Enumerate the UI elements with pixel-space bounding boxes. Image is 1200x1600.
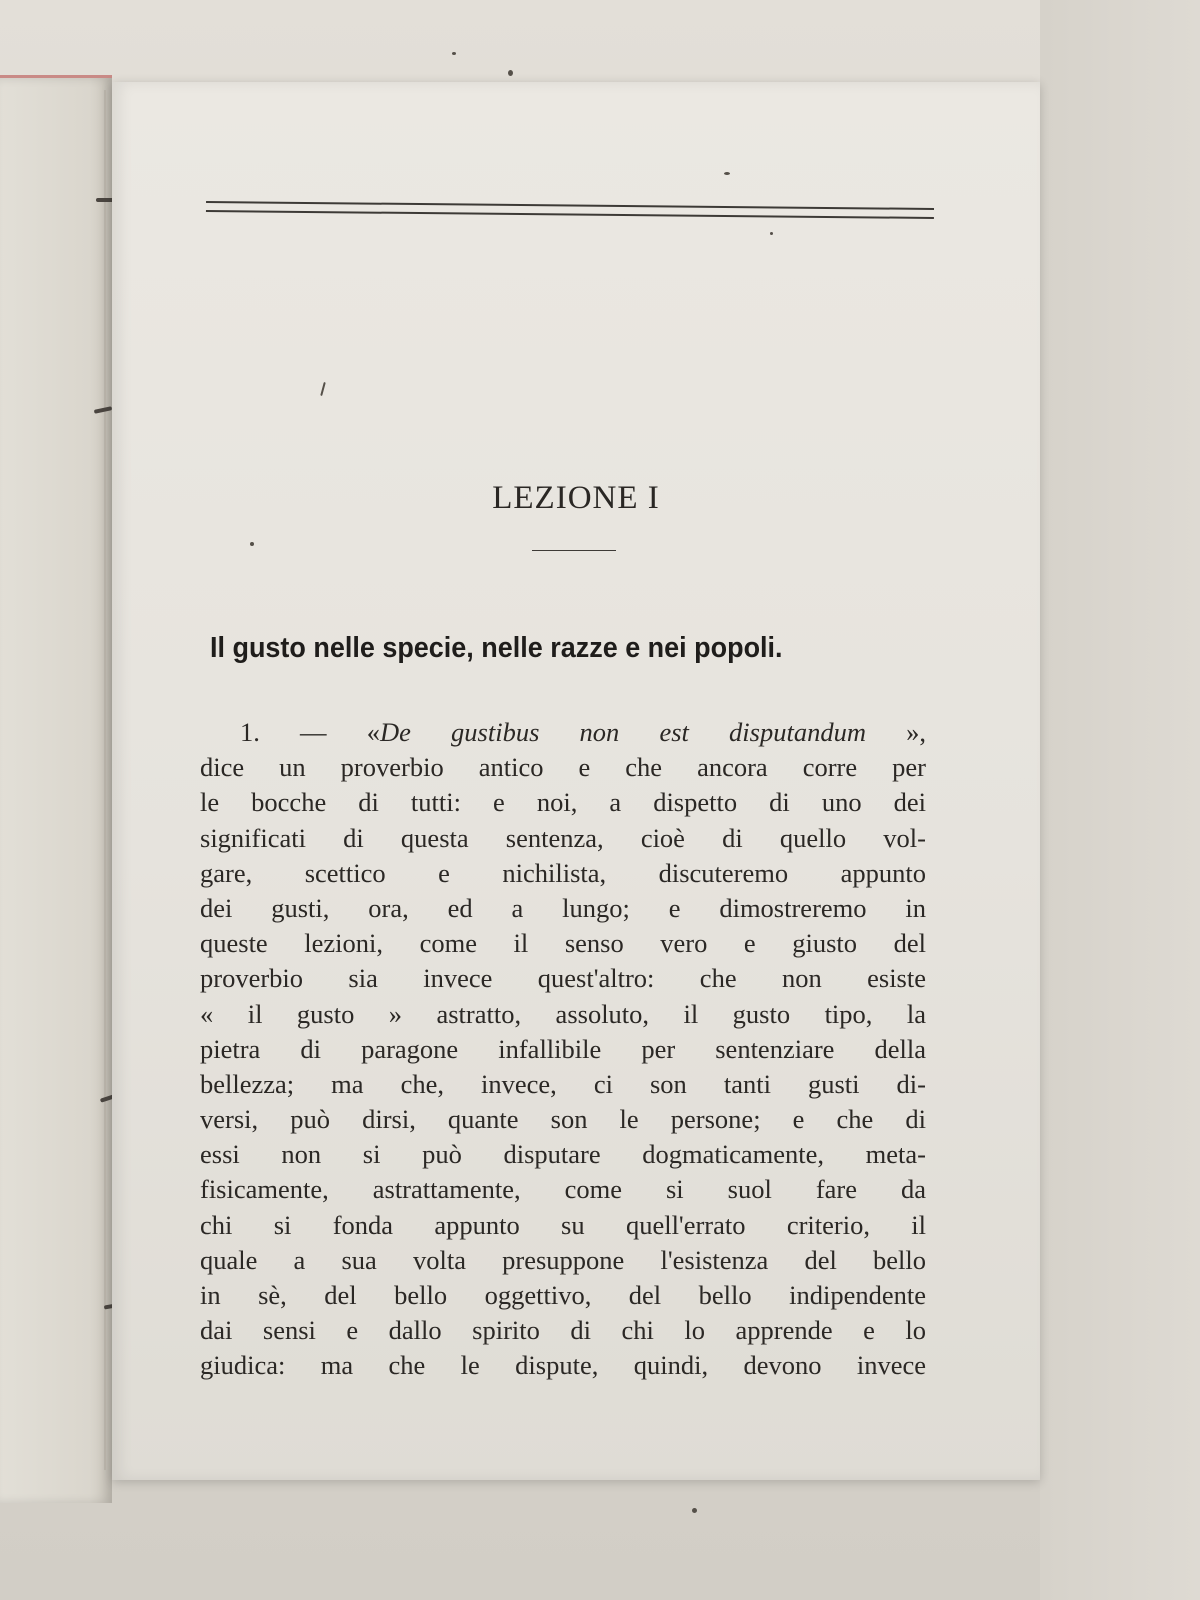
paragraph-line: queste lezioni, come il senso vero e giusto del — [200, 928, 926, 959]
surface-speck — [692, 1508, 697, 1513]
binding-thread — [104, 90, 106, 1470]
paragraph-line: fisicamente, astrattamente, come si suol fare da — [200, 1174, 926, 1205]
paper-speck — [320, 382, 326, 396]
header-double-rule — [206, 201, 934, 219]
quote-open: « — [366, 717, 380, 747]
paragraph-line: essi non si può disputare dogmaticamente, meta- — [200, 1139, 926, 1170]
table-surface-right — [1040, 0, 1200, 1600]
paragraph-line: giudica: ma che le dispute, quindi, devono invece — [200, 1350, 926, 1381]
quote-close: », — [906, 717, 927, 747]
title-divider — [532, 550, 616, 551]
paragraph-line: quale a sua volta presuppone l'esistenza del bello — [200, 1244, 926, 1275]
paragraph-line: versi, può dirsi, quante son le persone; e che di — [200, 1104, 926, 1135]
paragraph-line: bellezza; ma che, invece, ci son tanti gusti di- — [200, 1068, 926, 1099]
paragraph-line: chi si fonda appunto su quell'errato criterio, il — [200, 1209, 926, 1240]
book-page — [112, 82, 1040, 1480]
paragraph-number: 1. — — [240, 717, 327, 747]
surface-speck — [508, 70, 513, 76]
paragraph-line: le bocche di tutti: e noi, a dispetto di uno dei — [200, 787, 926, 818]
lesson-title: LEZIONE I — [492, 480, 660, 516]
paragraph-line: dai sensi e dallo spirito di chi lo apprende e lo — [200, 1315, 926, 1346]
paragraph-line: significati di questa sentenza, cioè di quello vol- — [200, 822, 926, 853]
surface-speck — [452, 52, 456, 55]
paragraph — [200, 715, 926, 1384]
facing-page-edge — [0, 75, 112, 1503]
paragraph-line — [200, 715, 926, 750]
paper-speck — [770, 232, 773, 235]
paper-speck — [250, 542, 254, 546]
chapter-title: Il gusto nelle specie, nelle razze e nei popoli. — [210, 632, 783, 664]
paragraph-line: proverbio sia invece quest'altro: che non esiste — [200, 963, 926, 994]
paragraph-line: « il gusto » astratto, assoluto, il gusto tipo, la — [200, 998, 926, 1029]
paragraph-line: pietra di paragone infallibile per sentenziare della — [200, 1033, 926, 1064]
paragraph-line: dice un proverbio antico e che ancora corre per — [200, 752, 926, 783]
paragraph-line: in sè, del bello oggettivo, del bello indipendente — [200, 1280, 926, 1310]
latin-quote: De gustibus non est disputandum — [379, 717, 866, 747]
paper-speck — [724, 172, 730, 175]
paragraph-line: dei gusti, ora, ed a lungo; e dimostreremo in — [200, 892, 926, 923]
paragraph-line: gare, scettico e nichilista, discuteremo appunto — [200, 857, 926, 888]
